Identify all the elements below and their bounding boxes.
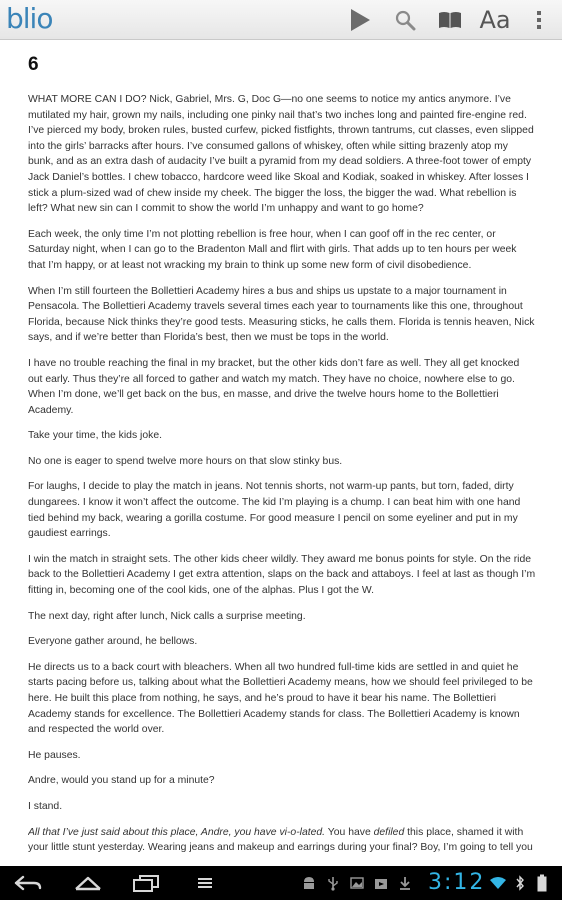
android-debug-notification[interactable] [300, 866, 318, 900]
download-notification[interactable] [396, 866, 414, 900]
photo-notification[interactable] [348, 866, 366, 900]
paragraph: Everyone gather around, he bellows. [28, 636, 198, 648]
paragraph: Take your time, the kids joke. [28, 430, 162, 442]
search-button[interactable] [393, 0, 417, 40]
paragraph: No one is eager to spend twelve more hours on that slow stinky bus. [28, 455, 343, 467]
system-navigation-bar [0, 866, 562, 900]
paragraph: I win the match in straight sets. The other kids cheer wildly. They award me bonus points for style. On the ride back to the Bollettieri Academy I get extra attention, slaps on the back and attaboys. I feel at last as though I’m fitting in, becoming one of the cool kids, one of the alphas. Plus I got the W. [28, 553, 536, 597]
search-icon [394, 9, 416, 31]
overflow-menu-button[interactable] [532, 0, 546, 40]
back-icon [12, 874, 44, 892]
menu-icon [195, 875, 215, 891]
wifi-status [488, 866, 508, 900]
play-store-notification[interactable] [372, 866, 390, 900]
home-button[interactable] [70, 866, 106, 900]
wifi-icon [489, 876, 507, 890]
menu-button[interactable] [190, 866, 220, 900]
recent-apps-icon [131, 874, 161, 892]
last-paragraph [28, 825, 536, 856]
bluetooth-icon [515, 875, 525, 891]
play-store-icon [374, 876, 388, 890]
battery-status [532, 866, 552, 900]
paragraph: The next day, right after lunch, Nick calls a surprise meeting. [28, 610, 306, 622]
status-clock[interactable]: 3:12 [428, 870, 486, 895]
paragraph: Andre, would you stand up for a minute? [28, 775, 215, 787]
paragraph-text: You have [325, 826, 374, 838]
paragraph: For laughs, I decide to play the match in jeans. Not tennis shorts, not warm-up pants, but torn, faded, dirty dungarees. I know it won’t affect the outcome. The kid I’m playing is a chump. I can beat him with one hand tied behind my back, wearing a gorilla costume. For good measure I pencil on some eyeliner and put in my gaudiest earrings. [28, 481, 521, 540]
usb-icon [326, 875, 340, 891]
chapter-number: 6 [28, 54, 39, 75]
play-button[interactable] [346, 0, 374, 40]
blio-logo[interactable]: blio [6, 2, 53, 35]
bluetooth-status [512, 866, 528, 900]
usb-notification[interactable] [324, 866, 342, 900]
overflow-menu-icon [536, 10, 542, 30]
paragraph: He directs us to a back court with bleachers. When all two hundred full-time kids are settled in and quiet he starts pacing before us, talking about what the Bollettieri Academy means, how we should feel privileged to be here. He built this place from nothing, he says, and he’s proud to have it bear his name. The Bollettieri Academy stands for excellence. The Bollettieri Academy stands for class. The Bollettieri Academy is known and respected the world over. [28, 661, 533, 736]
font-settings-button[interactable]: Aa [479, 6, 511, 34]
italic-text: All that I’ve just said about this place, Andre, you have vi-o-lated. [28, 826, 326, 838]
paragraph: WHAT MORE CAN I DO? Nick, Gabriel, Mrs. G, Doc G—no one seems to notice my antics anymore. I’ve mutilated my hair, grown my nails, including one pinky nail that’s two inches long and painted fire-engine red. I’ve pierced my body, broken rules, busted curfew, picked fistfights, thrown tantrums, cut classes, even slipped into the girls’ barracks after hours. I’ve consumed gallons of whiskey, often while sitting brazenly atop my bunk, and as an extra dash of audacity I’ve built a pyramid from my dead soldiers. A three-foot tower of empty Jack Daniel’s bottles. I chew tobacco, hardcore weed like Skoal and Kodiak, soaked in whiskey. After losses I stick a plum-sized wad of chew inside my cheek. The bigger the loss, the bigger the wad. What rebellion is left? What new sin can I commit to show the world I’m unhappy and want to go home? [28, 94, 534, 215]
paragraph: When I’m still fourteen the Bollettieri Academy hires a bus and ships us upstate to a major tournament in Pensacola. The Bollettieri Academy travels several times each year to tournaments like this one, throughout Florida, because Nick thinks they’re good tests. Measuring sticks, he calls them. Florida is tennis heaven, Nick says, and if we’re better than Florida’s best, then we must be tops in the world. [28, 285, 535, 344]
recent-apps-button[interactable] [128, 866, 164, 900]
paragraph: I stand. [28, 800, 63, 812]
download-icon [398, 875, 412, 891]
photo-icon [350, 876, 364, 890]
book-icon [438, 10, 462, 30]
paragraph-list [28, 92, 536, 815]
android-debug-icon [302, 875, 316, 891]
play-icon [348, 7, 372, 33]
book-page[interactable] [28, 52, 536, 862]
paragraph: I have no trouble reaching the final in my bracket, but the other kids don’t fare as well. They all get knocked out early. Thus they’re all forced to gather and watch my match. They have no choice, nowhere else to go. When I’m done, we’ll get back on the bus, en masse, and drive the twelve hours home to the Bollettieri Academy. [28, 357, 520, 416]
paragraph: He pauses. [28, 749, 81, 761]
home-icon [72, 874, 104, 892]
italic-text: defiled [373, 826, 405, 838]
app-toolbar [0, 0, 562, 40]
battery-icon [537, 874, 547, 892]
paragraph: Each week, the only time I’m not plotting rebellion is free hour, when I can goof off in the rec center, or Saturday night, when I can go to the Bradenton Mall and flirt with girls. That adds up to ten hours per week that I’m happy, or at least not wracking my brain to think up some new form of civil disobedience. [28, 228, 517, 271]
paragraph-text: this place, shamed it with your little stunt yesterday. Wearing jeans and makeup and earrings during your final? Boy, I’m going to tell you [28, 826, 533, 854]
library-button[interactable] [437, 0, 463, 40]
back-button[interactable] [10, 866, 46, 900]
